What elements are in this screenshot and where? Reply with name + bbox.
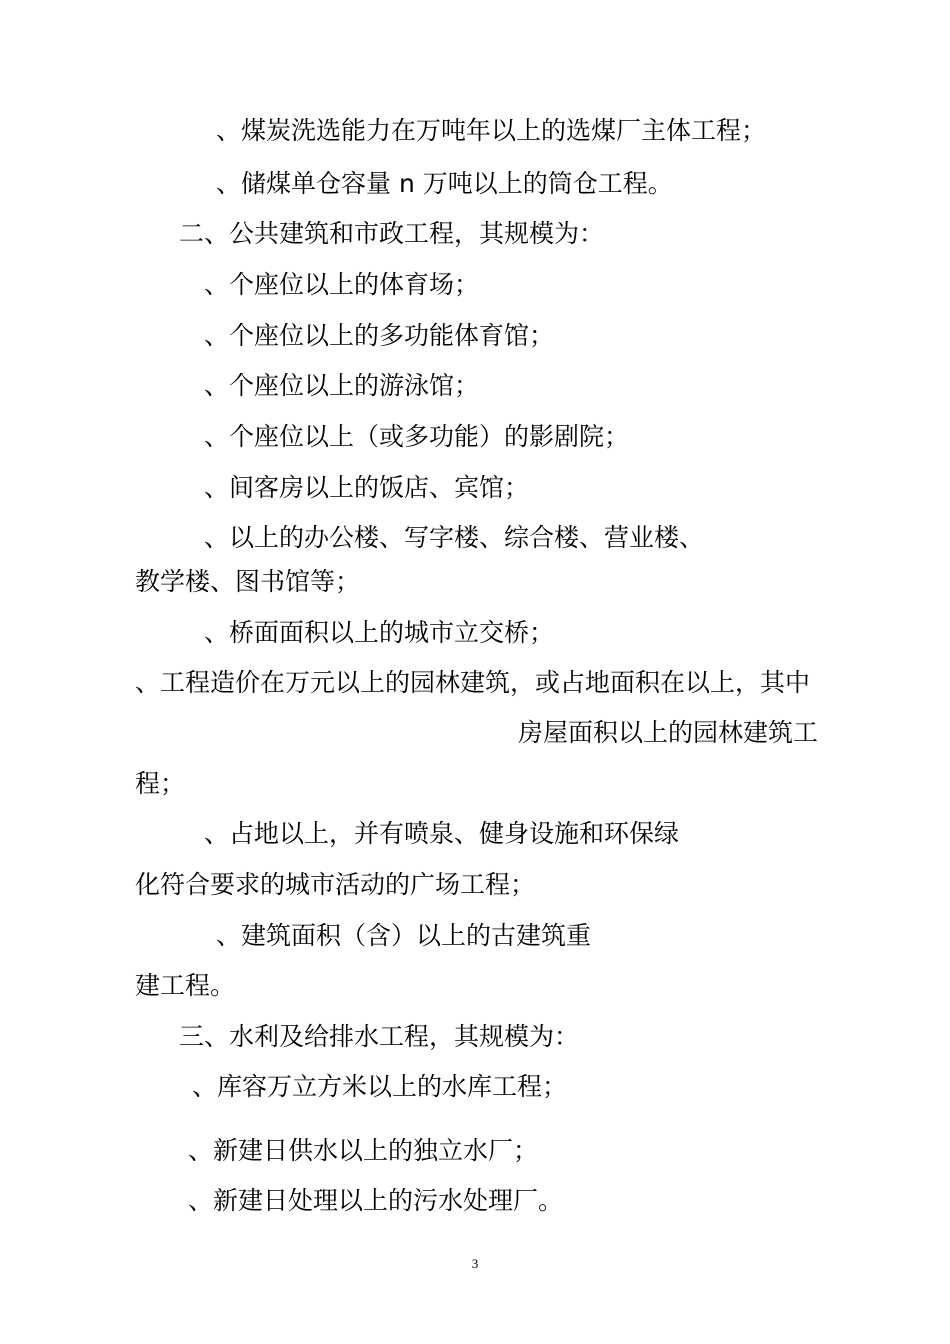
text-line: 、新建日处理以上的污水处理厂。 xyxy=(188,1186,564,1215)
text-line: 、个座位以上的多功能体育馆； xyxy=(204,321,555,350)
text-line: 、储煤单仓容量 n 万吨以上的筒仓工程。 xyxy=(216,169,673,198)
text-line: 、煤炭洗选能力在万吨年以上的选煤厂主体工程； xyxy=(216,116,767,145)
text-line: 房屋面积以上的园林建筑工 xyxy=(518,718,819,747)
section-heading: 三、水利及给排水工程，其规模为： xyxy=(179,1022,580,1051)
text-line: 、个座位以上的体育场； xyxy=(204,270,480,299)
text-line: 、个座位以上的游泳馆； xyxy=(204,371,480,400)
text-line: 程； xyxy=(135,769,186,798)
text-line: 化符合要求的城市活动的广场工程； xyxy=(135,870,536,899)
text-line: 、桥面面积以上的城市立交桥； xyxy=(204,618,555,647)
text-line: 建工程。 xyxy=(135,971,236,1000)
text-line: 、库容万立方米以上的水库工程； xyxy=(192,1072,568,1101)
text-line: 教学楼、图书馆等； xyxy=(135,567,361,596)
text-line: 、建筑面积（含）以上的古建筑重 xyxy=(216,921,592,950)
text-line: 、以上的办公楼、写字楼、综合楼、营业楼、 xyxy=(204,523,705,552)
text-line: 、间客房以上的饭店、宾馆； xyxy=(204,473,530,502)
page-number: 3 xyxy=(471,1256,479,1271)
text-line: 、工程造价在万元以上的园林建筑，或占地面积在以上，其中 xyxy=(135,668,811,697)
text-line: 、个座位以上（或多功能）的影剧院； xyxy=(204,422,630,451)
text-line: 、新建日供水以上的独立水厂； xyxy=(188,1136,539,1165)
text-line: 、占地以上，并有喷泉、健身设施和环保绿 xyxy=(204,819,680,848)
section-heading: 二、公共建筑和市政工程，其规模为： xyxy=(179,219,605,248)
